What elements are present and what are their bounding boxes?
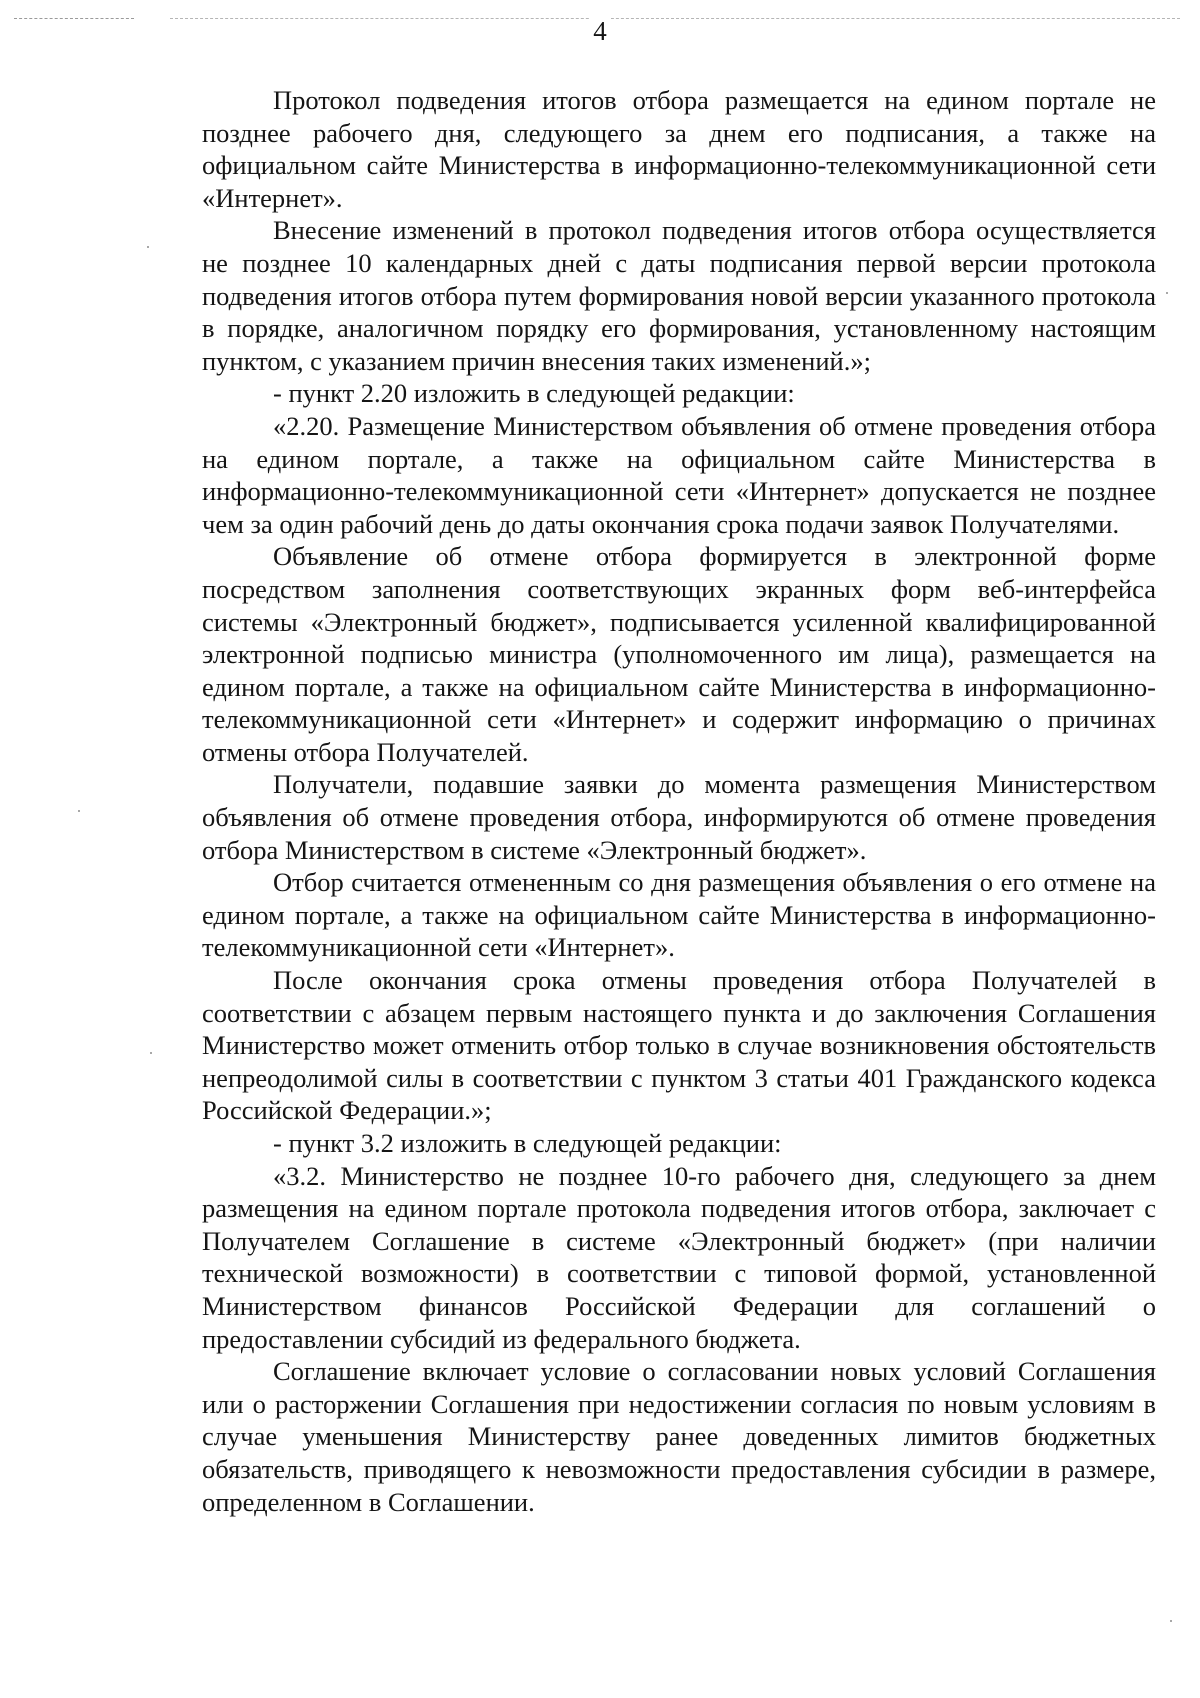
paragraph-protocol-publication: Протокол подведения итогов отбора размещается на едином портале не позднее рабочего дня, следующего за днем его подписания, а также на официальном сайте Министерства в информационно-телекоммуникационной сети «Интернет». [202,85,1156,213]
scan-speck [150,1052,152,1054]
paragraph-cancellation-effective: Отбор считается отмененным со дня размещения объявления о его отмене на едином портале, а также на официальном сайте Министерства в информационно-телекоммуникационной сети «Интернет». [202,867,1156,963]
page-header [0,16,1200,46]
paragraph-recipients-informed: Получатели, подавшие заявки до момента размещения Министерством объявления об отмене проведения отбора, информируются об отмене проведения отбора Министерством в системе «Электронный бюджет». [202,769,1156,865]
scan-speck [1166,292,1168,294]
scan-speck [1170,1620,1172,1622]
scan-speck [78,810,80,812]
paragraph-cancellation-notice: Объявление об отмене отбора формируется в электронной форме посредством заполнения соответствующих экранных форм веб-интерфейса системы «Электронный бюджет», подписывается усиленной квалифицированной электронной подписью министра (уполномоченного им лица), размещается на едином портале, а также на официальном сайте Министерства в информационно-телекоммуникационной сети «Интернет» и содержит информацию о причинах отмены отбора Получателей. [202,541,1156,767]
paragraph-amend-2-20: - пункт 2.20 изложить в следующей редакции: [273,378,795,409]
paragraph-3-2-text: «3.2. Министерство не позднее 10-го рабочего дня, следующего за днем размещения на едином портале протокола подведения итогов отбора, заключает с Получателем Соглашение в системе «Электронный бюджет» (при наличии технической возможности) в соответствии с типовой формой, установленной Министерством финансов Российской Федерации для соглашений о предоставлении субсидий из федерального бюджета. [202,1160,1156,1354]
paragraph-2-20-text: «2.20. Размещение Министерством объявления об отмене проведения отбора на едином портале, а также на официальном сайте Министерства в информационно-телекоммуникационной сети «Интернет» допускается не позднее чем за один рабочий день до даты окончания срока подачи заявок Получателями. [202,410,1156,539]
paragraph-force-majeure: После окончания срока отмены проведения отбора Получателей в соответствии с абзацем первым настоящего пункта и до заключения Соглашения Министерство может отменить отбор только в случае возникновения обстоятельств непреодолимой силы в соответствии с пунктом 3 статьи 401 Гражданского кодекса Российской Федерации.»; [202,965,1156,1126]
document-body [202,84,1156,1518]
paragraph-protocol-changes: Внесение изменений в протокол подведения итогов отбора осуществляется не позднее 10 календарных дней с даты подписания первой версии протокола подведения итогов отбора путем формирования новой версии указанного протокола в порядке, аналогичном порядку его формирования, установленному настоящим пунктом, с указанием причин внесения таких изменений.»; [202,215,1156,376]
scan-speck [147,246,149,248]
paragraph-amend-3-2: - пункт 3.2 изложить в следующей редакции: [273,1128,782,1158]
paragraph-agreement-condition: Соглашение включает условие о согласовании новых условий Соглашения или о расторжении Соглашения при недостижении согласия по новым условиям в случае уменьшения Министерству ранее доведенных лимитов бюджетных обязательств, приводящего к невозможности предоставления субсидии в размере, определенном в Соглашении. [202,1356,1156,1517]
page-number: 4 [589,16,611,46]
